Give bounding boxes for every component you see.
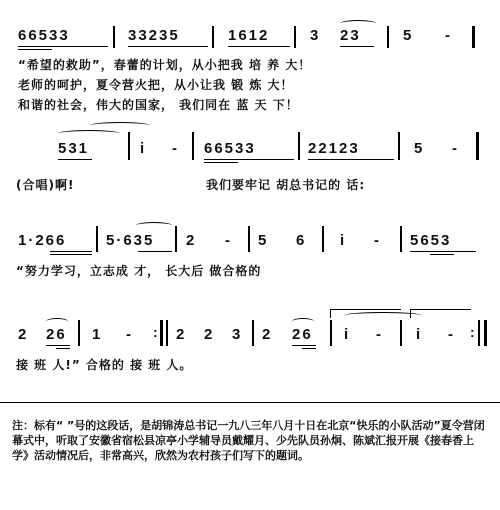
barline <box>476 132 479 160</box>
measure-notes: - <box>126 326 133 343</box>
measure-notes: 26 <box>46 326 67 343</box>
barline <box>400 320 402 346</box>
slur <box>46 318 68 325</box>
barline <box>212 26 214 48</box>
beam <box>292 345 316 346</box>
lyric-line: 老师的呵护，夏令营火把，从小让我 锻 炼 大！ <box>18 78 294 92</box>
beam <box>50 254 92 255</box>
beam <box>308 159 394 160</box>
footnote: 注：标有“ ”号的这段话，是胡锦涛总书记一九八三年八月十日在北京“快乐的小队活动”夏令营闭幕式中，听取了安徽省宿松县凉亭小学辅导员戴耀月、少先队员孙炯、陈斌汇报开展《接春香上学》活动情况后，非常高兴，欣然为农村孩子们写下的题词。 <box>12 419 485 462</box>
barline <box>252 320 254 346</box>
slur <box>136 222 172 229</box>
barline <box>78 320 80 346</box>
barline <box>113 26 115 48</box>
barline <box>128 132 130 160</box>
barline <box>484 320 487 346</box>
measure-notes: 3 <box>232 326 243 343</box>
measure-notes: - <box>452 140 459 157</box>
beam <box>58 159 92 160</box>
barline <box>175 226 177 252</box>
slur <box>340 20 376 27</box>
barline <box>192 132 194 160</box>
beam <box>410 251 476 252</box>
beam <box>18 49 52 50</box>
measure-notes: 66533 <box>18 27 70 44</box>
barline <box>478 320 480 346</box>
barline <box>322 226 324 252</box>
beam <box>302 348 316 349</box>
lyric-line: “努力学习，立志成 才， 长大后 做合格的 <box>16 264 262 278</box>
lyric-line: (合唱)啊! <box>16 178 75 192</box>
measure-notes: 2 <box>204 326 215 343</box>
tie <box>90 122 150 129</box>
measure-notes: i <box>344 326 351 343</box>
lyric-line: 我们要牢记 胡总书记的 话: <box>206 178 366 192</box>
beam <box>46 345 70 346</box>
measure-notes: 1 <box>92 326 103 343</box>
beam <box>228 46 290 47</box>
barline <box>400 226 402 252</box>
beam <box>138 251 172 252</box>
barline <box>387 26 389 48</box>
repeat-dots: : <box>153 324 160 340</box>
beam <box>204 159 294 160</box>
measure-notes: 26 <box>292 326 313 343</box>
measure-notes: - <box>448 326 455 343</box>
barline <box>248 226 250 252</box>
measure-notes: i <box>340 232 347 249</box>
measure-notes: 2 <box>186 232 197 249</box>
volta-bracket <box>330 309 401 318</box>
measure-notes: 5 <box>258 232 269 249</box>
measure-notes: 23 <box>340 27 361 44</box>
repeat-dots: : <box>470 324 477 340</box>
measure-notes: - <box>445 27 452 44</box>
barline <box>330 320 332 346</box>
barline <box>166 320 168 346</box>
divider <box>0 402 500 403</box>
measure-notes: - <box>225 232 232 249</box>
beam <box>50 251 92 252</box>
measure-notes: - <box>172 140 179 157</box>
measure-notes: 2 <box>176 326 187 343</box>
measure-notes: i <box>416 326 423 343</box>
beam <box>204 162 238 163</box>
barline <box>298 132 300 160</box>
beam <box>128 46 208 47</box>
measure-notes: 1·266 <box>18 232 67 249</box>
measure-notes: i <box>140 140 147 157</box>
lyric-line: “希望的救助”，春蕾的计划，从小把我 培 养 大！ <box>18 58 312 72</box>
measure-notes: 5·635 <box>106 232 155 249</box>
measure-notes: 2 <box>18 326 29 343</box>
measure-notes: 6 <box>296 232 307 249</box>
measure-notes: - <box>374 232 381 249</box>
barline <box>398 132 400 160</box>
slur <box>292 318 314 325</box>
measure-notes: 22123 <box>308 140 360 157</box>
measure-notes: 5 <box>414 140 425 157</box>
measure-notes: 66533 <box>204 140 256 157</box>
beam <box>18 46 108 47</box>
measure-notes: 2 <box>262 326 273 343</box>
lyric-line: 和谐的社会，伟大的国家， 我们同在 蓝 天 下！ <box>18 98 299 112</box>
measure-notes: 5 <box>403 27 414 44</box>
measure-notes: 531 <box>58 140 90 157</box>
barline <box>294 26 296 48</box>
measure-notes: - <box>376 326 383 343</box>
barline <box>472 26 475 48</box>
beam <box>430 254 454 255</box>
barline <box>160 320 163 346</box>
lyric-line: 接 班 人!” 合格的 接 班 人。 <box>16 358 193 372</box>
measure-notes: 3 <box>310 27 321 44</box>
barline <box>96 226 98 252</box>
measure-notes: 1612 <box>228 27 270 44</box>
beam <box>56 348 70 349</box>
measure-notes: 33235 <box>128 27 180 44</box>
volta-bracket <box>410 309 471 318</box>
measure-notes: 5653 <box>410 232 452 249</box>
slur <box>58 130 120 137</box>
beam <box>340 46 374 47</box>
